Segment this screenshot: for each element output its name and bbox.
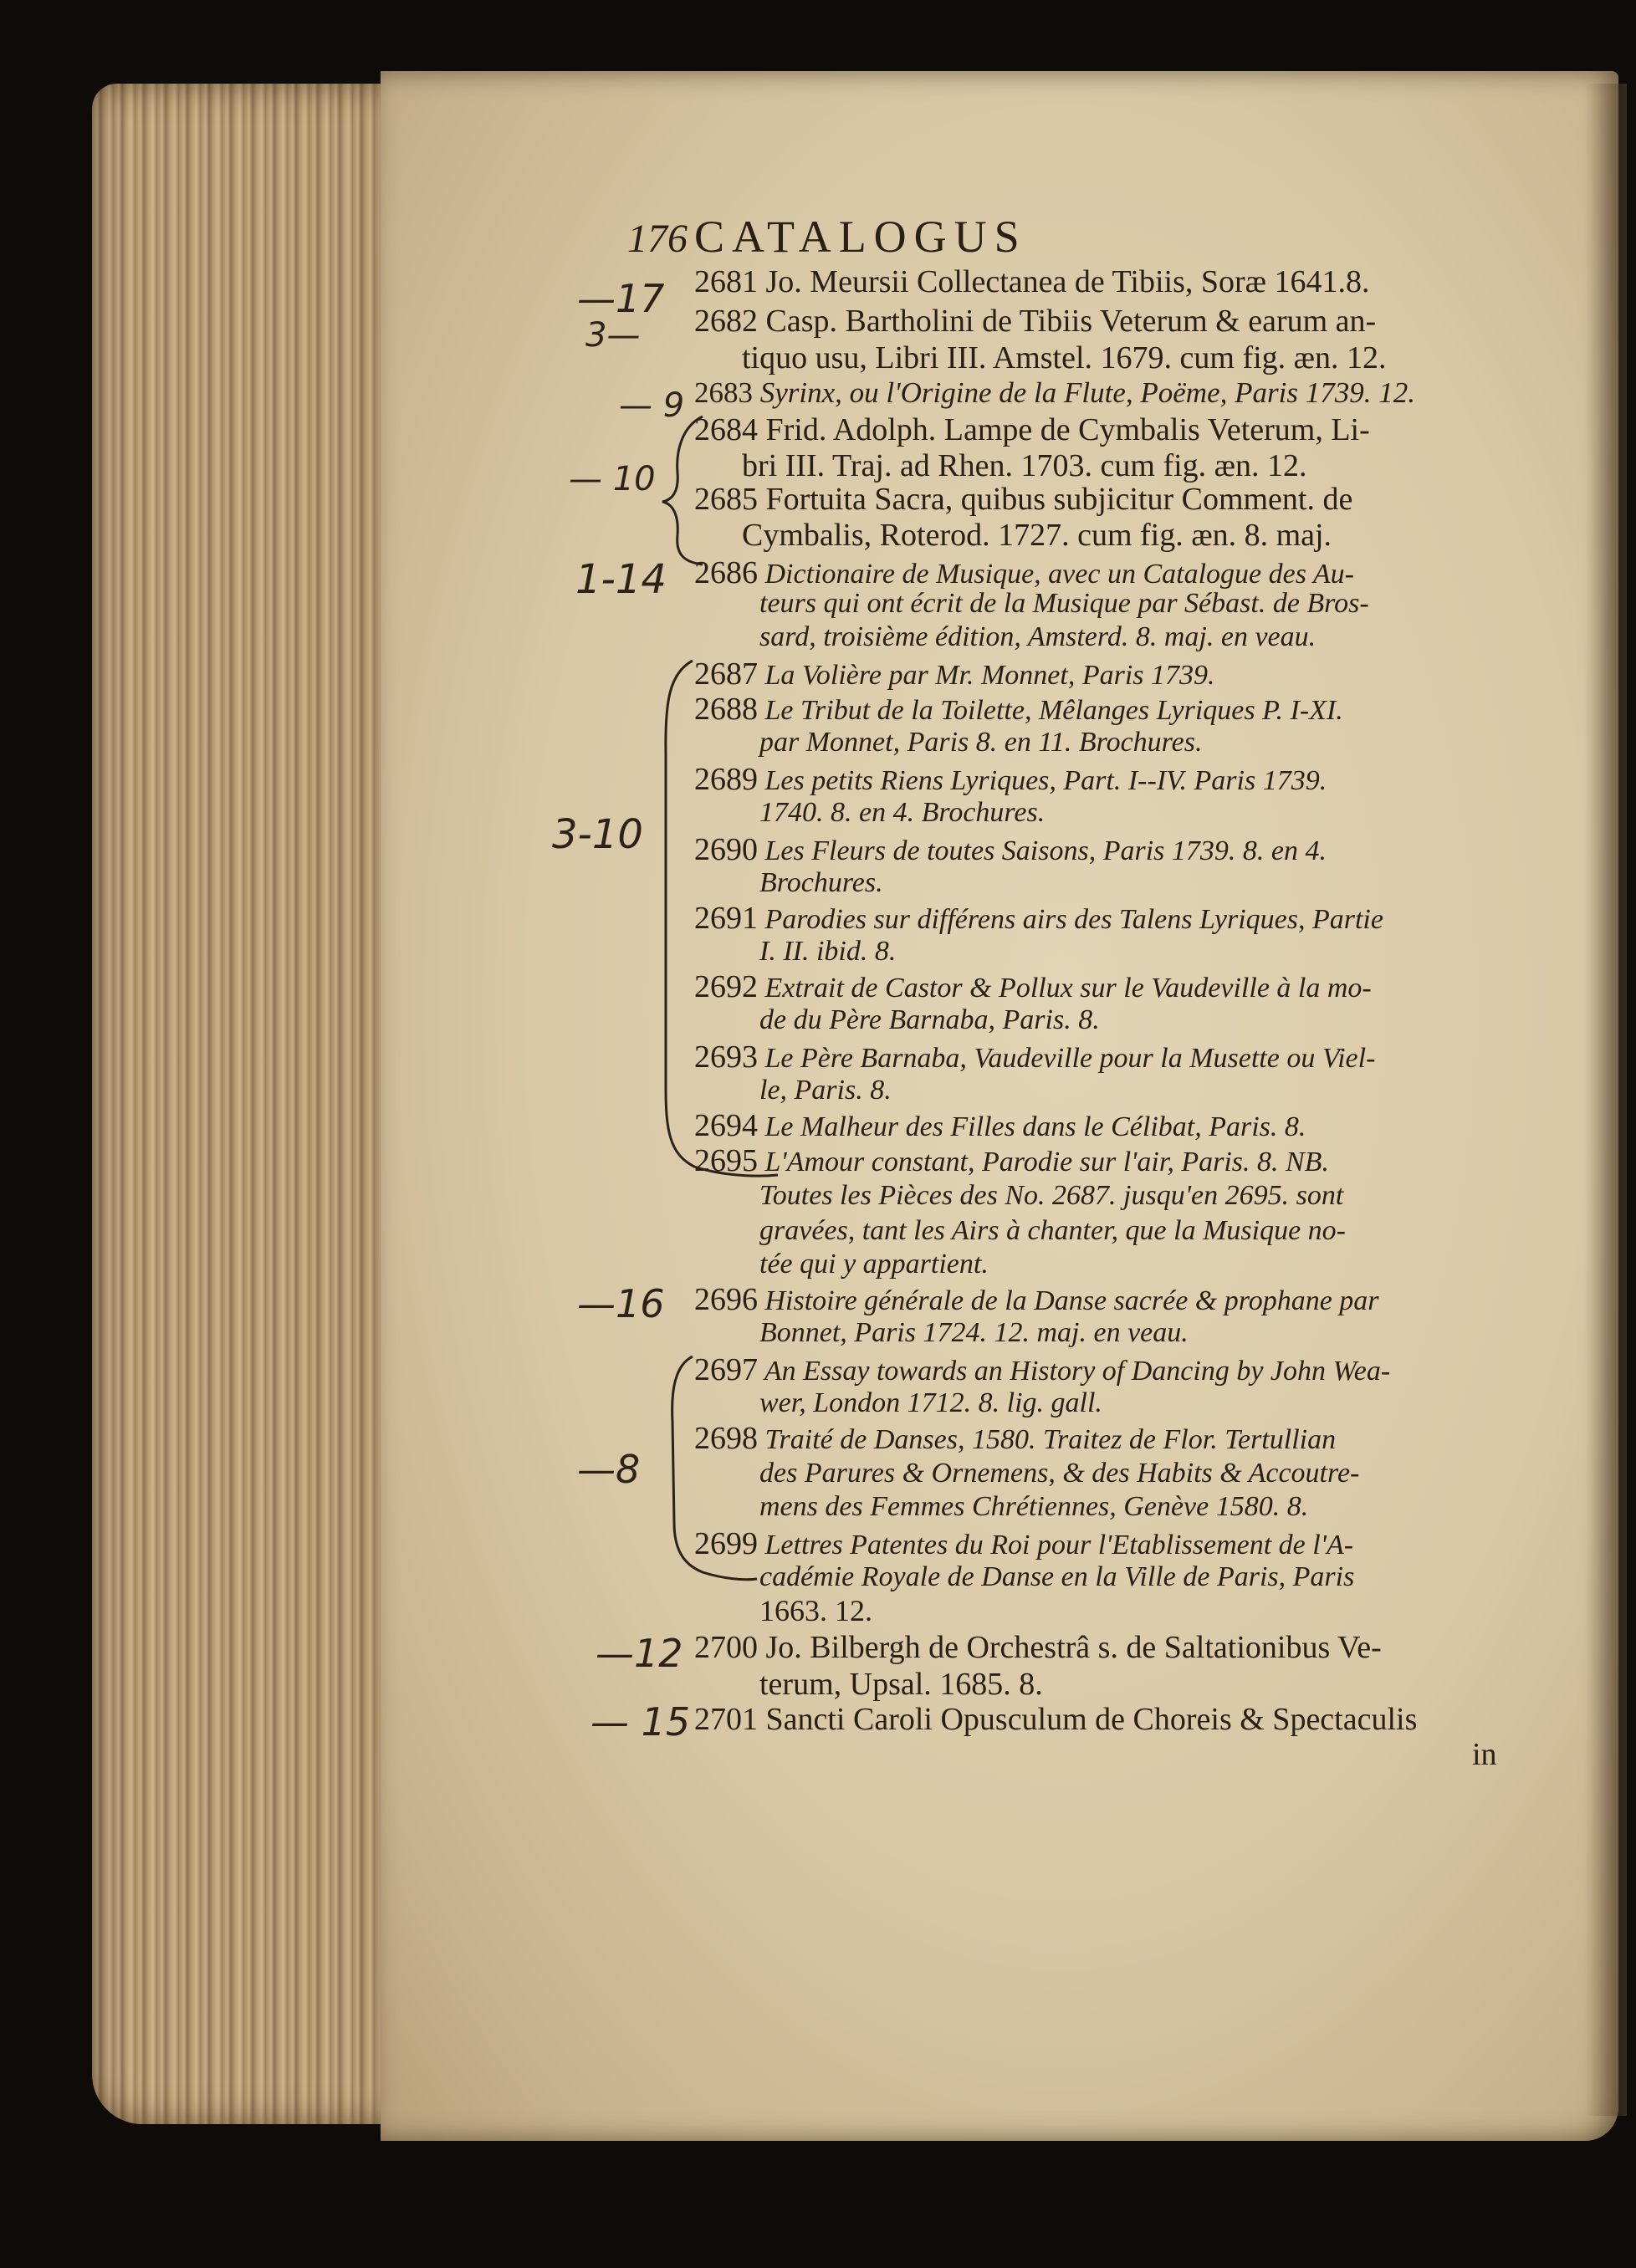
entry-number: 2683 <box>694 376 753 409</box>
entry-line: Le Malheur des Filles dans le Célibat, Paris. 8. <box>764 1111 1306 1142</box>
entry-number: 2688 <box>694 692 758 727</box>
entry-line: Traité de Danses, 1580. Traitez de Flor. Tertullian <box>764 1424 1337 1455</box>
entry-line: La Volière par Mr. Monnet, Paris 1739. <box>764 660 1215 691</box>
margin-note: —12 <box>596 1631 683 1676</box>
entry-line: Extrait de Castor & Pollux sur le Vaudeville à la mo- <box>764 973 1372 1004</box>
entry-line: Fortuita Sacra, quibus subjicitur Comment. de <box>765 482 1353 517</box>
entry-line: Frid. Adolph. Lampe de Cymbalis Veterum, Li- <box>765 412 1370 447</box>
entry-line: 1663. 12. <box>759 1594 872 1627</box>
entry-line: le, Paris. 8. <box>759 1075 892 1106</box>
entry-number: 2686 <box>694 555 758 590</box>
entry-number: 2687 <box>694 656 758 692</box>
entry-line: gravées, tant les Airs à chanter, que la Musique no- <box>759 1215 1347 1246</box>
entry-line: Le Tribut de la Toilette, Mêlanges Lyriques P. I-XI. <box>764 695 1343 726</box>
entry-line: de du Père Barnaba, Paris. 8. <box>759 1004 1100 1035</box>
entry-line: tiquo usu, Libri III. Amstel. 1679. cum fig. æn. 12. <box>742 340 1387 375</box>
bracket-2687-2695 <box>666 661 778 1176</box>
entry-number: 2684 <box>694 412 758 447</box>
entry-number: 2681 <box>694 264 758 299</box>
entry-line: An Essay towards an History of Dancing by John Wea- <box>764 1356 1391 1387</box>
margin-note: — 9 <box>619 386 685 425</box>
entry-line: Brochures. <box>759 867 883 898</box>
entry-line: Histoire générale de la Danse sacrée & prophane par <box>764 1285 1379 1316</box>
margin-note: —16 <box>577 1281 665 1326</box>
entry-number: 2694 <box>694 1108 758 1143</box>
entry-line: Les Fleurs de toutes Saisons, Paris 1739. 8. en 4. <box>764 835 1327 866</box>
entry-number: 2697 <box>694 1352 758 1387</box>
entry-line: Les petits Riens Lyriques, Part. I--IV. Paris 1739. <box>764 765 1327 796</box>
margin-note: 1-14 <box>575 556 667 603</box>
entry-number: 2685 <box>694 482 758 517</box>
entry-number: 2699 <box>694 1526 758 1561</box>
page-number: 176 <box>627 217 688 261</box>
entry-line: cadémie Royale de Danse en la Ville de Paris, Paris <box>759 1561 1355 1592</box>
entry-line: Parodies sur différens airs des Talens Lyriques, Partie <box>764 904 1383 935</box>
entry-number: 2698 <box>694 1421 758 1456</box>
entry-number: 2690 <box>694 832 758 867</box>
entry-number: 2701 <box>694 1702 758 1737</box>
entry-number: 2700 <box>694 1630 758 1665</box>
entry-line: Dictionaire de Musique, avec un Catalogue des Au- <box>764 559 1354 590</box>
entry-number: 2689 <box>694 762 758 797</box>
margin-note: —17 <box>577 276 665 321</box>
entry-line: bri III. Traj. ad Rhen. 1703. cum fig. æn. 12. <box>742 448 1307 483</box>
entry-line: I. II. ibid. 8. <box>759 936 897 967</box>
entry-line: teurs qui ont écrit de la Musique par Sébast. de Bros- <box>759 588 1369 619</box>
entry-number: 2691 <box>694 901 758 936</box>
entry-number: 2696 <box>694 1282 758 1317</box>
entry-line: par Monnet, Paris 8. en 11. Brochures. <box>759 727 1203 758</box>
entry-line: Jo. Bilbergh de Orchestrâ s. de Saltationibus Ve- <box>765 1630 1382 1665</box>
entry-line: Sancti Caroli Opusculum de Choreis & Spectaculis <box>765 1702 1418 1737</box>
entry-line: Jo. Meursii Collectanea de Tibiis, Soræ 1641.8. <box>765 264 1370 299</box>
entry-line: wer, London 1712. 8. lig. gall. <box>759 1387 1102 1418</box>
margin-note: 3-10 <box>552 811 643 858</box>
entry-line: 1740. 8. en 4. Brochures. <box>759 797 1046 828</box>
entry-line: des Parures & Ornemens, & des Habits & Accoutre- <box>759 1458 1360 1489</box>
bracket-2684-2685 <box>662 416 703 564</box>
entry-line: Le Père Barnaba, Vaudeville pour la Musette ou Viel- <box>764 1043 1376 1074</box>
entry-line: Cymbalis, Roterod. 1727. cum fig. æn. 8. maj. <box>742 518 1332 553</box>
entry-line: Syrinx, ou l'Origine de la Flute, Poëme, Paris 1739. 12. <box>759 376 1415 409</box>
entry-number: 2695 <box>694 1143 758 1178</box>
margin-note: —8 <box>577 1447 641 1492</box>
entry-line: Casp. Bartholini de Tibiis Veterum & earum an- <box>765 304 1377 339</box>
catchword: in <box>1472 1737 1497 1772</box>
running-title: CATALOGUS <box>694 212 1027 262</box>
entry-line: Toutes les Pièces des No. 2687. jusqu'en 2695. sont <box>759 1180 1344 1211</box>
entry-line: Lettres Patentes du Roi pour l'Etablissement de l'A- <box>764 1530 1354 1561</box>
entry-number: 2682 <box>694 304 758 339</box>
margin-note: — 10 <box>569 460 656 498</box>
bracket-2697-2699 <box>672 1356 757 1580</box>
entry-number: 2692 <box>694 969 758 1004</box>
entry-line: tée qui y appartient. <box>759 1249 989 1280</box>
entry-line: L'Amour constant, Parodie sur l'air, Paris. 8. NB. <box>764 1147 1329 1177</box>
entry-line: terum, Upsal. 1685. 8. <box>759 1667 1043 1702</box>
entry-number: 2693 <box>694 1040 758 1075</box>
entry-line: Bonnet, Paris 1724. 12. maj. en veau. <box>759 1317 1189 1348</box>
margin-note: — 15 <box>590 1699 691 1744</box>
margin-note: 3— <box>585 316 641 355</box>
entry-line: sard, troisième édition, Amsterd. 8. maj. en veau. <box>759 621 1316 652</box>
entry-line: mens des Femmes Chrétiennes, Genève 1580. 8. <box>759 1491 1309 1522</box>
